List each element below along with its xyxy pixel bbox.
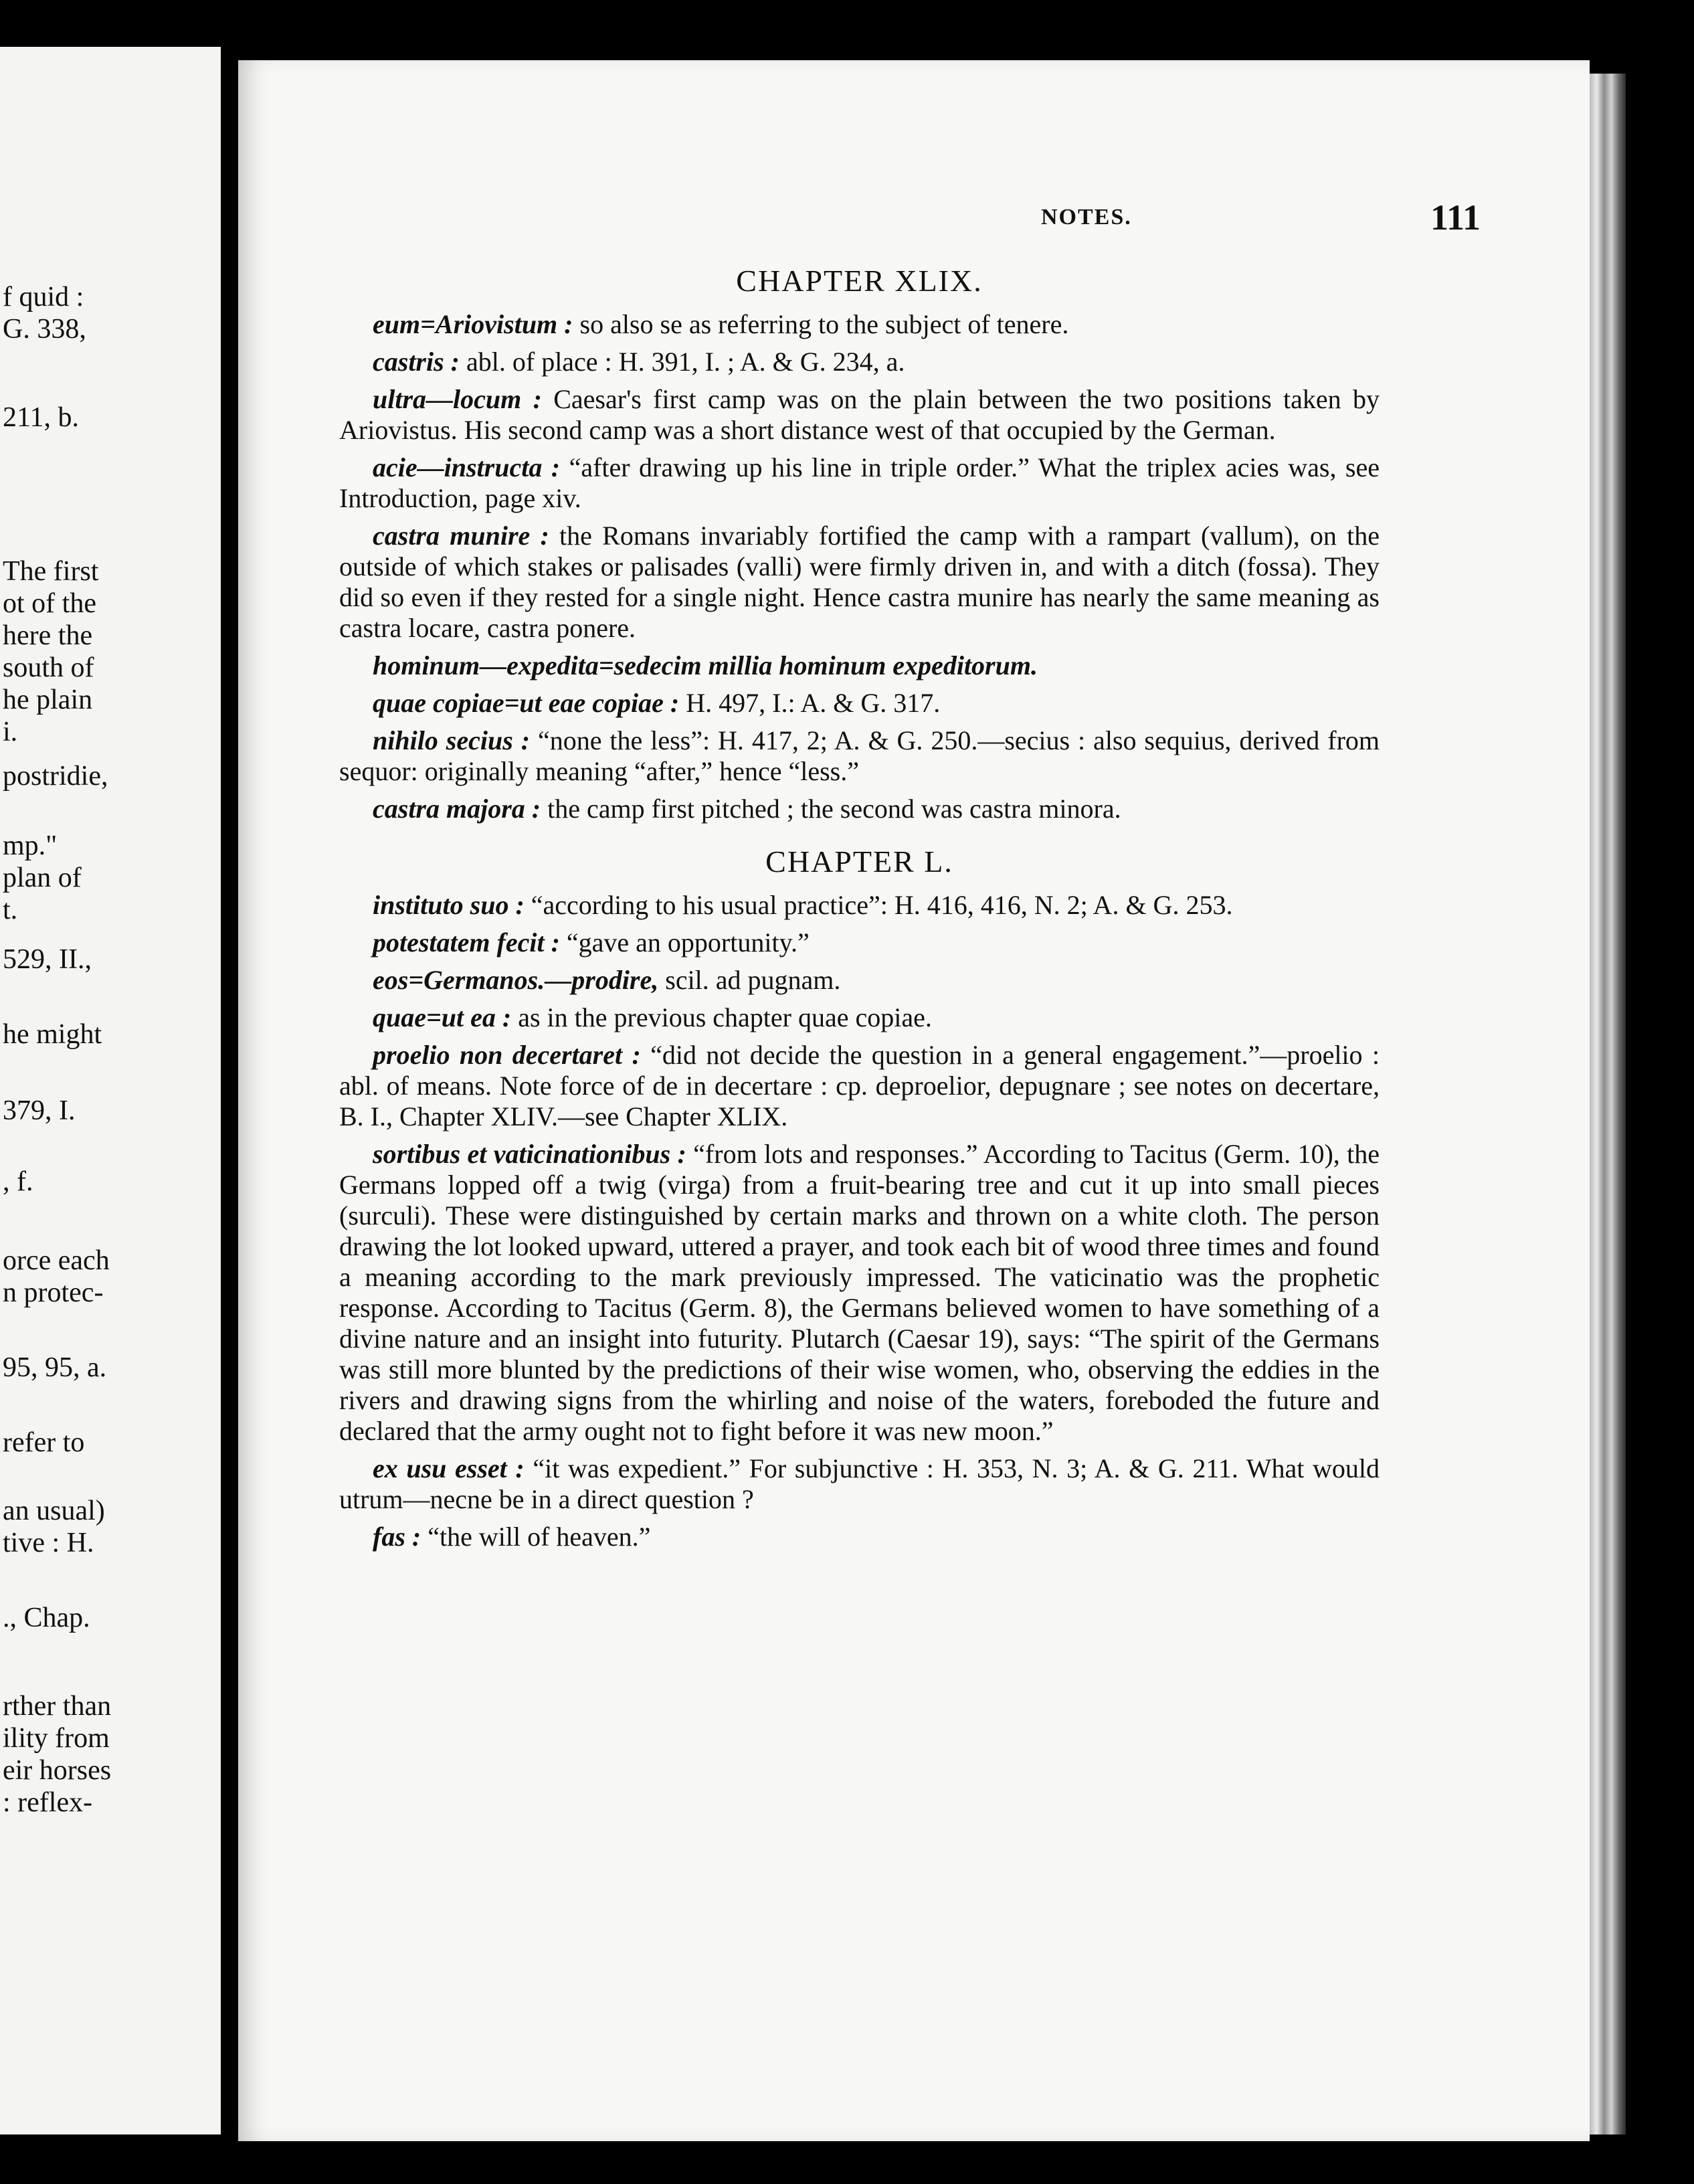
page-edge bbox=[1590, 74, 1626, 2134]
note-lemma: instituto suo : bbox=[373, 890, 525, 920]
note-lemma: castris : bbox=[373, 347, 460, 377]
note-lemma: ultra—locum : bbox=[373, 384, 542, 414]
left-fragment-line: rther than bbox=[3, 1691, 112, 1722]
note-text: so also se as referring to the subject of tenere. bbox=[579, 309, 1069, 339]
left-page-fragment bbox=[0, 47, 221, 2134]
note-text: abl. of place : H. 391, I. ; A. & G. 234, a. bbox=[466, 347, 905, 377]
running-title: NOTES. bbox=[1041, 205, 1132, 230]
note-entry bbox=[339, 384, 1380, 446]
note-text: H. 497, I.: A. & G. 317. bbox=[686, 688, 941, 718]
book-gutter bbox=[221, 40, 238, 2148]
left-fragment-line: f quid : bbox=[3, 282, 84, 312]
note-lemma: sortibus et vaticinationibus : bbox=[373, 1139, 686, 1169]
note-lemma: castra majora : bbox=[373, 794, 541, 824]
left-fragment-line: plan of bbox=[3, 862, 82, 893]
notes-text-block bbox=[339, 261, 1380, 1559]
left-fragment-line: mp." bbox=[3, 830, 58, 861]
note-lemma: eos=Germanos.—prodire, bbox=[373, 965, 659, 995]
note-entry bbox=[339, 1522, 1380, 1552]
left-fragment-line: an usual) bbox=[3, 1495, 105, 1526]
note-lemma: fas : bbox=[373, 1522, 421, 1552]
note-entry bbox=[339, 688, 1380, 719]
left-fragment-line: refer to bbox=[3, 1427, 85, 1458]
running-head bbox=[345, 197, 1590, 254]
left-fragment-line: south of bbox=[3, 652, 94, 683]
left-fragment-line: 95, 95, a. bbox=[3, 1352, 107, 1383]
note-lemma: proelio non decertaret : bbox=[373, 1040, 641, 1070]
left-fragment-line: 211, b. bbox=[3, 402, 79, 433]
note-text: “the will of heaven.” bbox=[428, 1522, 651, 1552]
note-entry bbox=[339, 1040, 1380, 1132]
chapter-l-notes bbox=[339, 890, 1380, 1552]
note-entry bbox=[339, 309, 1380, 340]
note-entry bbox=[339, 1139, 1380, 1447]
note-text: “after drawing up his line in triple order.” What the triplex acies was, see Introduction, page xiv. bbox=[339, 452, 1380, 513]
left-fragment-line: The first bbox=[3, 556, 99, 587]
note-text: “gave an opportunity.” bbox=[566, 927, 810, 958]
note-entry bbox=[339, 890, 1380, 921]
left-fragment-line: : reflex- bbox=[3, 1787, 93, 1818]
chapter-xlix-notes bbox=[339, 309, 1380, 824]
chapter-xlix-title: CHAPTER XLIX. bbox=[736, 264, 983, 298]
left-fragment-line: orce each bbox=[3, 1245, 110, 1276]
note-lemma: castra munire : bbox=[373, 521, 549, 551]
note-text: the camp first pitched ; the second was castra minora. bbox=[547, 794, 1121, 824]
left-fragment-line: 529, II., bbox=[3, 944, 92, 975]
note-lemma: quae copiae=ut eae copiae : bbox=[373, 688, 680, 718]
left-fragment-line: tive : H. bbox=[3, 1528, 94, 1558]
left-fragment-line: he might bbox=[3, 1019, 102, 1050]
note-entry bbox=[339, 794, 1380, 824]
left-fragment-line: here the bbox=[3, 620, 93, 651]
note-lemma: quae=ut ea : bbox=[373, 1002, 512, 1032]
note-lemma: hominum—expedita=sedecim millia hominum expeditorum. bbox=[373, 650, 1038, 680]
left-fragment-line: eir horses bbox=[3, 1755, 112, 1786]
note-lemma: eum=Ariovistum : bbox=[373, 309, 573, 339]
left-fragment-line: postridie, bbox=[3, 761, 108, 792]
note-entry bbox=[339, 1453, 1380, 1515]
left-fragment-line: G. 338, bbox=[3, 314, 86, 345]
note-lemma: ex usu esset : bbox=[373, 1453, 525, 1483]
note-text: Caesar's first camp was on the plain between the two positions taken by Ariovistus. His second camp was a short distance west of that occupied by the German. bbox=[339, 384, 1380, 445]
note-text: “did not decide the question in a general engagement.”—proelio : abl. of means. Note force of de in decertare : cp. deproelior, depugnare ; see notes on decertare, B. I., Chapter XLIV.—see Chapter XLIX. bbox=[339, 1040, 1380, 1131]
note-text: as in the previous chapter quae copiae. bbox=[518, 1002, 932, 1032]
left-fragment-line: ility from bbox=[3, 1723, 110, 1754]
note-entry bbox=[339, 725, 1380, 787]
left-fragment-line: ., Chap. bbox=[3, 1603, 90, 1633]
note-lemma: potestatem fecit : bbox=[373, 927, 560, 958]
note-entry bbox=[339, 1002, 1380, 1033]
chapter-l-title: CHAPTER L. bbox=[765, 844, 953, 879]
page-number: 111 bbox=[1430, 197, 1481, 238]
left-fragment-line: 379, I. bbox=[3, 1095, 76, 1126]
note-text: “it was expedient.” For subjunctive : H. 353, N. 3; A. & G. 211. What would utrum—necne be in a direct question ? bbox=[339, 1453, 1380, 1514]
note-lemma: nihilo secius : bbox=[373, 725, 531, 755]
left-fragment-line: , f. bbox=[3, 1166, 33, 1197]
note-entry bbox=[339, 650, 1380, 681]
left-fragment-line: i. bbox=[3, 717, 18, 747]
note-text: “none the less”: H. 417, 2; A. & G. 250.—secius : also sequius, derived from sequor: originally meaning “after,” hence “less.” bbox=[339, 725, 1380, 786]
note-text: scil. ad pugnam. bbox=[665, 965, 841, 995]
left-fragment-line: he plain bbox=[3, 685, 93, 715]
note-entry bbox=[339, 927, 1380, 958]
note-entry bbox=[339, 347, 1380, 377]
note-text: “according to his usual practice”: H. 416, 416, N. 2; A. & G. 253. bbox=[531, 890, 1233, 920]
note-entry bbox=[339, 965, 1380, 996]
note-entry bbox=[339, 452, 1380, 514]
note-text: the Romans invariably fortified the camp with a rampart (vallum), on the outside of which stakes or palisades (valli) were firmly driven in, and with a ditch (fossa). They did so even if they rested for a single night. Hence castra munire has nearly the same meaning as castra locare, castra ponere. bbox=[339, 521, 1380, 643]
right-page bbox=[238, 60, 1590, 2141]
left-fragment-line: t. bbox=[3, 895, 18, 925]
left-fragment-line: ot of the bbox=[3, 588, 96, 619]
note-text: “from lots and responses.” According to Tacitus (Germ. 10), the Germans lopped off a twig (virga) from a fruit-bearing tree and cut it up into small pieces (surculi). These were distinguished by certain marks and thrown on a white cloth. The person drawing the lot looked upward, uttered a prayer, and took each bit of wood three times and found a meaning according to the mark previously impressed. The vaticinatio was the prophetic response. According to Tacitus (Germ. 8), the Germans believed women to have something of a divine nature and an insight into futurity. Plutarch (Caesar 19), says: “The spirit of the Germans was still more blunted by the predictions of their wise women, who, observing the eddies in the rivers and drawing signs from the whirling and noise of the waters, foreboded the future and declared that the army ought not to fight before it was new moon.” bbox=[339, 1139, 1380, 1446]
note-lemma: acie—instructa : bbox=[373, 452, 561, 482]
note-entry bbox=[339, 521, 1380, 644]
left-fragment-line: n protec- bbox=[3, 1277, 104, 1308]
